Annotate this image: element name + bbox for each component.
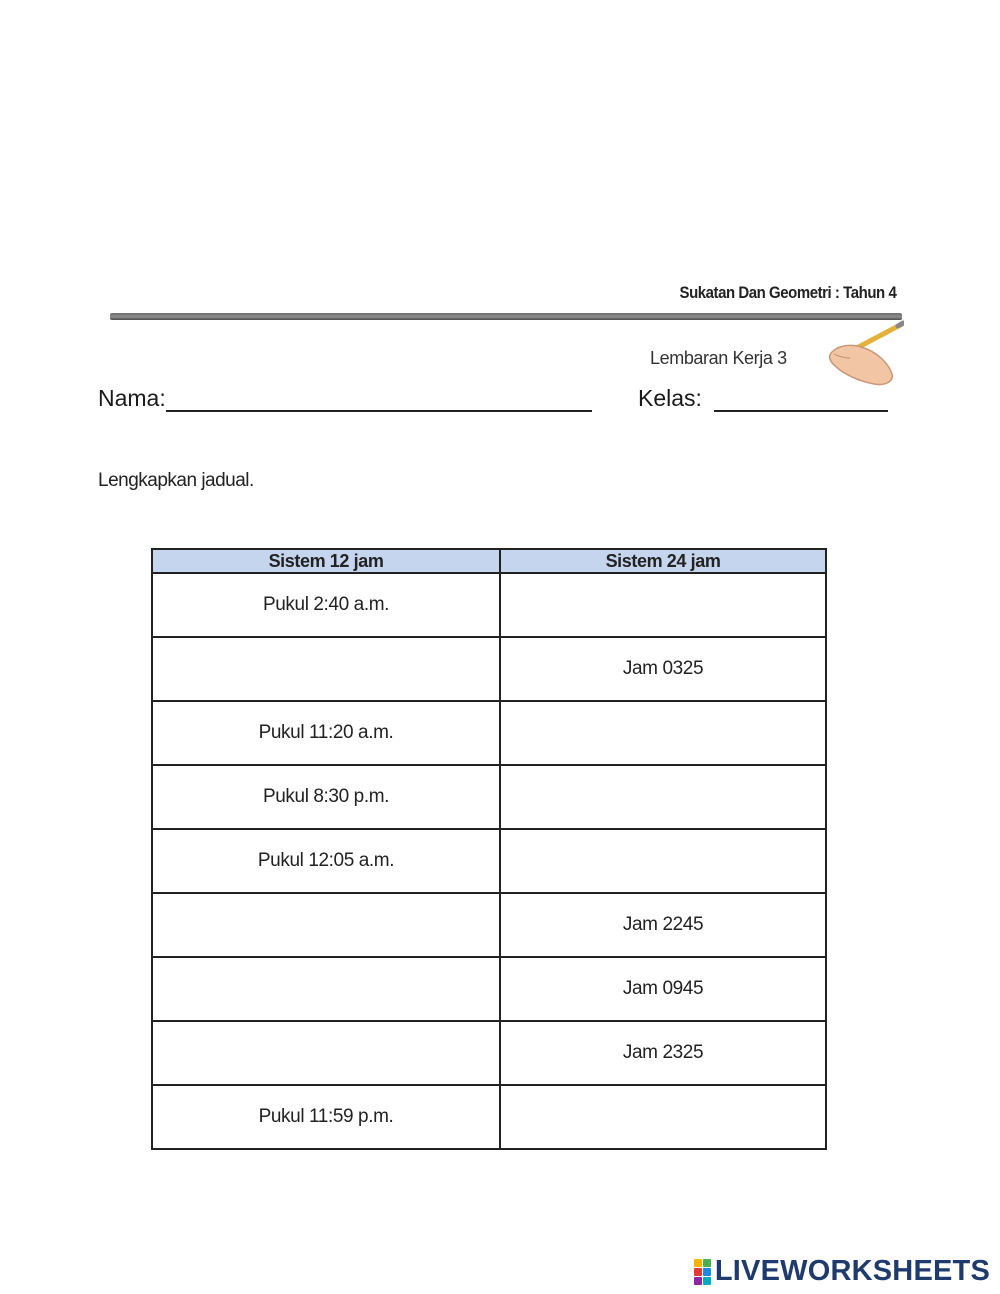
cell-24-hour: Jam 2325 bbox=[500, 1021, 826, 1085]
name-field bbox=[98, 385, 592, 412]
table-header-row bbox=[152, 549, 826, 573]
logo-block bbox=[703, 1268, 711, 1276]
class-blank-line[interactable] bbox=[714, 386, 888, 412]
class-label: Kelas: bbox=[638, 385, 702, 411]
cell-24-hour[interactable] bbox=[500, 1085, 826, 1149]
header-rule bbox=[110, 313, 902, 320]
table-row bbox=[152, 1021, 826, 1085]
cell-12-hour: Pukul 8:30 p.m. bbox=[152, 765, 500, 829]
table-row bbox=[152, 893, 826, 957]
logo-blocks-icon bbox=[694, 1259, 711, 1285]
cell-24-hour: Jam 2245 bbox=[500, 893, 826, 957]
cell-24-hour[interactable] bbox=[500, 701, 826, 765]
logo-block bbox=[694, 1268, 702, 1276]
cell-24-hour[interactable] bbox=[500, 829, 826, 893]
table-row bbox=[152, 829, 826, 893]
logo-block bbox=[694, 1259, 702, 1267]
cell-24-hour: Jam 0325 bbox=[500, 637, 826, 701]
cell-12-hour[interactable] bbox=[152, 1021, 500, 1085]
subject-title: Sukatan Dan Geometri : Tahun 4 bbox=[679, 283, 896, 302]
cell-24-hour: Jam 0945 bbox=[500, 957, 826, 1021]
liveworksheets-logo bbox=[694, 1255, 990, 1288]
header-12-hour: Sistem 12 jam bbox=[152, 549, 500, 573]
table-row bbox=[152, 957, 826, 1021]
table-row bbox=[152, 573, 826, 637]
cell-12-hour: Pukul 2:40 a.m. bbox=[152, 573, 500, 637]
worksheet-label: Lembaran Kerja 3 bbox=[650, 348, 787, 368]
logo-block bbox=[703, 1277, 711, 1285]
cell-24-hour[interactable] bbox=[500, 765, 826, 829]
cell-12-hour: Pukul 11:59 p.m. bbox=[152, 1085, 500, 1149]
cell-24-hour[interactable] bbox=[500, 573, 826, 637]
time-conversion-table bbox=[151, 548, 827, 1150]
cell-12-hour[interactable] bbox=[152, 637, 500, 701]
cell-12-hour: Pukul 12:05 a.m. bbox=[152, 829, 500, 893]
instruction-text: Lengkapkan jadual. bbox=[98, 470, 254, 491]
cell-12-hour[interactable] bbox=[152, 893, 500, 957]
name-blank-line[interactable] bbox=[166, 386, 592, 412]
cell-12-hour[interactable] bbox=[152, 957, 500, 1021]
name-label: Nama: bbox=[98, 385, 166, 411]
class-field bbox=[638, 385, 888, 412]
logo-text: LIVEWORKSHEETS bbox=[714, 1255, 990, 1287]
table-row bbox=[152, 765, 826, 829]
cell-12-hour: Pukul 11:20 a.m. bbox=[152, 701, 500, 765]
table-row bbox=[152, 701, 826, 765]
hand-pencil-icon bbox=[818, 318, 904, 388]
table-row bbox=[152, 637, 826, 701]
table-row bbox=[152, 1085, 826, 1149]
header-24-hour: Sistem 24 jam bbox=[500, 549, 826, 573]
logo-block bbox=[703, 1259, 711, 1267]
logo-block bbox=[694, 1277, 702, 1285]
